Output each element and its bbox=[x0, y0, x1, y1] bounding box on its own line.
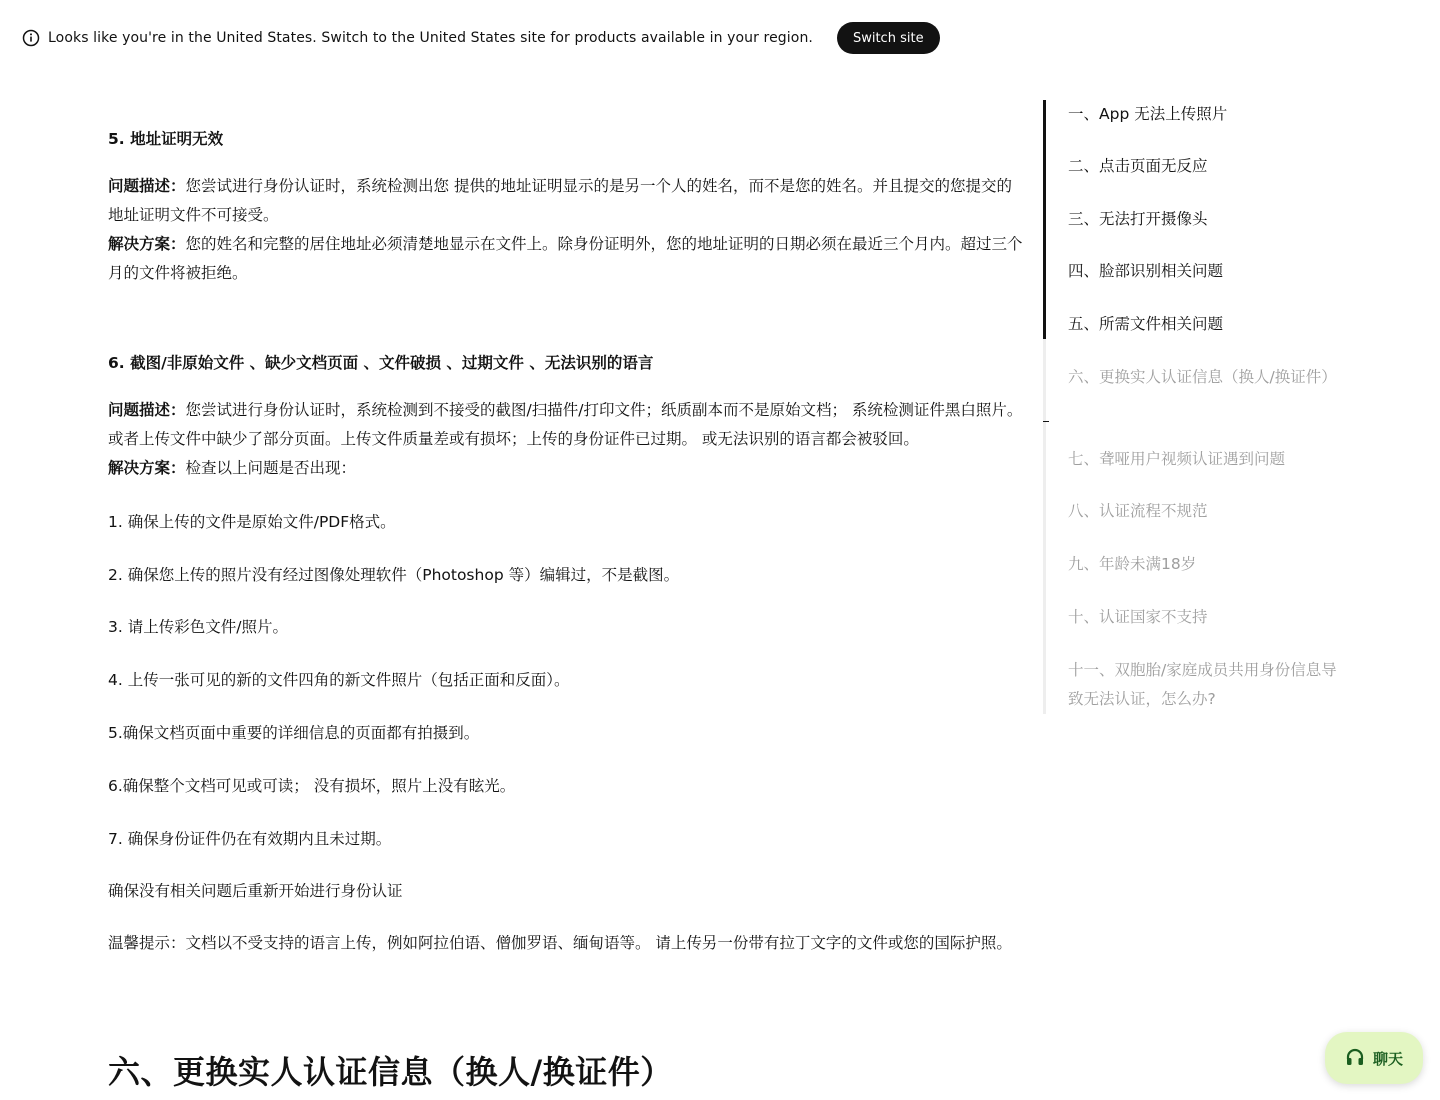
toc-item[interactable]: 九、年龄未满18岁 bbox=[1068, 555, 1197, 573]
toc-item[interactable]: 六、更换实人认证信息（换人/换证件） bbox=[1068, 368, 1337, 386]
problem-text: 您尝试进行身份认证时，系统检测到不接受的截图/扫描件/打印文件；纸质副本而不是原始文档； 系统检测证件黑白照片。或者上传文件中缺少了部分页面。上传文件质量差或有损坏；上传的身份证件已过期。 或无法识别的语言都会被驳回。 bbox=[108, 401, 1023, 448]
toc-progress-bar bbox=[1043, 100, 1046, 339]
list-item: 3. 请上传彩色文件/照片。 bbox=[108, 618, 288, 636]
section5-problem bbox=[108, 172, 1024, 288]
info-icon bbox=[22, 29, 40, 47]
solution-label: 解决方案： bbox=[108, 459, 186, 477]
chat-label: 聊天 bbox=[1372, 1049, 1403, 1068]
switch-site-button[interactable]: Switch site bbox=[837, 22, 940, 54]
problem-label: 问题描述： bbox=[108, 401, 186, 419]
list-item: 5.确保文档页面中重要的详细信息的页面都有拍摄到。 bbox=[108, 724, 480, 742]
toc-item[interactable]: 二、点击页面无反应 bbox=[1068, 157, 1208, 175]
list-item: 2. 确保您上传的照片没有经过图像处理软件（Photoshop 等）编辑过，不是截图。 bbox=[108, 566, 680, 584]
banner-message: Looks like you're in the United States. Switch to the United States site for products available in your region. bbox=[48, 30, 813, 46]
region-banner bbox=[0, 0, 1440, 76]
table-of-contents bbox=[1043, 100, 1343, 714]
toc-item[interactable]: 十一、双胞胎/家庭成员共用身份信息导致无法认证，怎么办? bbox=[1068, 661, 1337, 708]
solution-text: 您的姓名和完整的居住地址必须清楚地显示在文件上。除身份证明外，您的地址证明的日期必须在最近三个月内。超过三个月的文件将被拒绝。 bbox=[108, 235, 1023, 282]
headset-icon bbox=[1345, 1048, 1365, 1068]
tip-note: 温馨提示：文档以不受支持的语言上传，例如阿拉伯语、僧伽罗语、缅甸语等。 请上传另一份带有拉丁文字的文件或您的国际护照。 bbox=[108, 934, 1012, 952]
toc-progress-tick bbox=[1043, 421, 1049, 422]
problem-text: 您尝试进行身份认证时，系统检测出您 提供的地址证明显示的是另一个人的姓名，而不是您的姓名。并且提交的您提交的地址证明文件不可接受。 bbox=[108, 177, 1012, 224]
problem-label: 问题描述： bbox=[108, 177, 186, 195]
chat-button[interactable] bbox=[1325, 1032, 1423, 1084]
toc-item[interactable]: 八、认证流程不规范 bbox=[1068, 502, 1208, 520]
solution-text: 检查以上问题是否出现： bbox=[185, 459, 357, 477]
list-item: 1. 确保上传的文件是原始文件/PDF格式。 bbox=[108, 513, 396, 531]
toc-item[interactable]: 五、所需文件相关问题 bbox=[1068, 315, 1224, 333]
list-item: 7. 确保身份证件仍在有效期内且未过期。 bbox=[108, 830, 392, 848]
closing-note: 确保没有相关问题后重新开始进行身份认证 bbox=[108, 882, 403, 900]
toc-item[interactable]: 四、脸部识别相关问题 bbox=[1068, 262, 1224, 280]
section6-problem bbox=[108, 396, 1024, 483]
section-heading: 六、更换实人认证信息（换人/换证件） bbox=[108, 1053, 673, 1091]
list-item: 4. 上传一张可见的新的文件四角的新文件照片（包括正面和反面）。 bbox=[108, 671, 570, 689]
list-item: 6.确保整个文档可见或可读； 没有损坏，照片上没有眩光。 bbox=[108, 777, 516, 795]
solution-label: 解决方案： bbox=[108, 235, 186, 253]
toc-item[interactable]: 一、App 无法上传照片 bbox=[1068, 105, 1228, 123]
toc-item[interactable]: 十、认证国家不支持 bbox=[1068, 608, 1208, 626]
toc-item[interactable]: 三、无法打开摄像头 bbox=[1068, 210, 1208, 228]
section-title-address-proof: 5. 地址证明无效 bbox=[108, 130, 224, 148]
section-title-screenshot: 6. 截图/非原始文件 、缺少文档页面 、文件破损 、过期文件 、无法识别的语言 bbox=[108, 354, 654, 372]
toc-item[interactable]: 七、聋哑用户视频认证遇到问题 bbox=[1068, 450, 1286, 468]
